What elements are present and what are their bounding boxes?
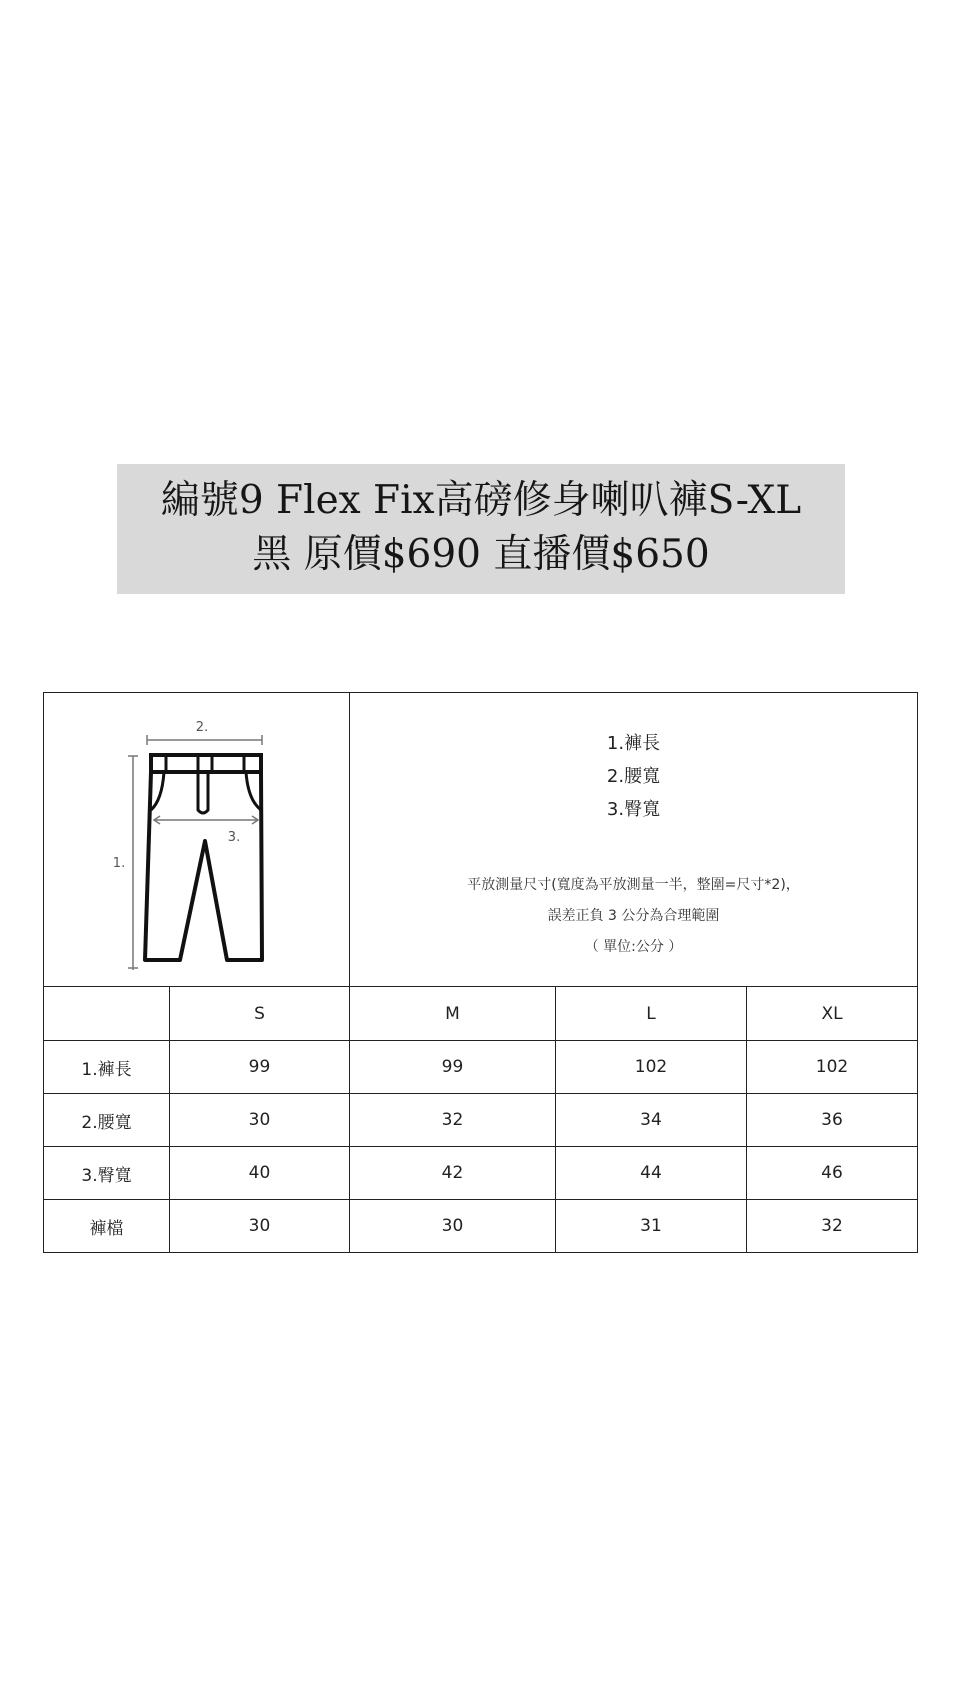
table-cell: 30: [170, 1094, 350, 1147]
row-label: 3.臀寬: [44, 1147, 170, 1200]
waist-dimension-label: 2.: [195, 719, 208, 735]
table-row: [44, 1094, 918, 1147]
table-cell: 102: [556, 1041, 747, 1094]
corner-cell: [44, 987, 170, 1041]
table-cell: 99: [350, 1041, 556, 1094]
measurement-legend: [350, 727, 917, 826]
measurement-note: [350, 870, 917, 963]
product-title: 編號9 Flex Fix高磅修身喇叭褲S-XL: [160, 478, 802, 523]
note-unit: （ 單位:公分 ）: [584, 939, 683, 955]
table-cell: 34: [556, 1094, 747, 1147]
table-cell: 32: [350, 1094, 556, 1147]
table-cell: 42: [350, 1147, 556, 1200]
column-header-xl: XL: [747, 987, 918, 1041]
legend-item-length: 1.褲長: [606, 733, 661, 754]
note-flat-measure: 平放測量尺寸(寬度為平放測量一半，整圍=尺寸*2)，: [467, 877, 800, 893]
table-row: [44, 1147, 918, 1200]
size-chart-table: [43, 692, 918, 1253]
length-dimension-label: 1.: [112, 855, 125, 871]
table-cell: 44: [556, 1147, 747, 1200]
legend-item-waist: 2.腰寬: [606, 766, 661, 787]
table-cell: 102: [747, 1041, 918, 1094]
table-cell: 36: [747, 1094, 918, 1147]
row-label: 褲檔: [44, 1200, 170, 1253]
column-header-l: L: [556, 987, 747, 1041]
table-cell: 30: [170, 1200, 350, 1253]
hip-dimension-label: 3.: [227, 829, 240, 845]
product-title-banner: [117, 464, 845, 594]
measurement-legend-cell: [350, 693, 918, 987]
pants-outline-icon: [72, 710, 322, 970]
note-tolerance: 誤差正負 3 公分為合理範圍: [547, 908, 720, 924]
pants-diagram-cell: [44, 693, 350, 987]
table-cell: 46: [747, 1147, 918, 1200]
table-cell: 32: [747, 1200, 918, 1253]
row-label: 1.褲長: [44, 1041, 170, 1094]
column-header-s: S: [170, 987, 350, 1041]
table-row: [44, 1200, 918, 1253]
column-header-m: M: [350, 987, 556, 1041]
size-header-row: [44, 987, 918, 1041]
legend-item-hip: 3.臀寬: [606, 799, 661, 820]
table-row: [44, 1041, 918, 1094]
product-price-line: 黑 原價$690 直播價$650: [252, 532, 710, 577]
table-cell: 99: [170, 1041, 350, 1094]
table-cell: 30: [350, 1200, 556, 1253]
table-cell: 40: [170, 1147, 350, 1200]
table-cell: 31: [556, 1200, 747, 1253]
row-label: 2.腰寬: [44, 1094, 170, 1147]
